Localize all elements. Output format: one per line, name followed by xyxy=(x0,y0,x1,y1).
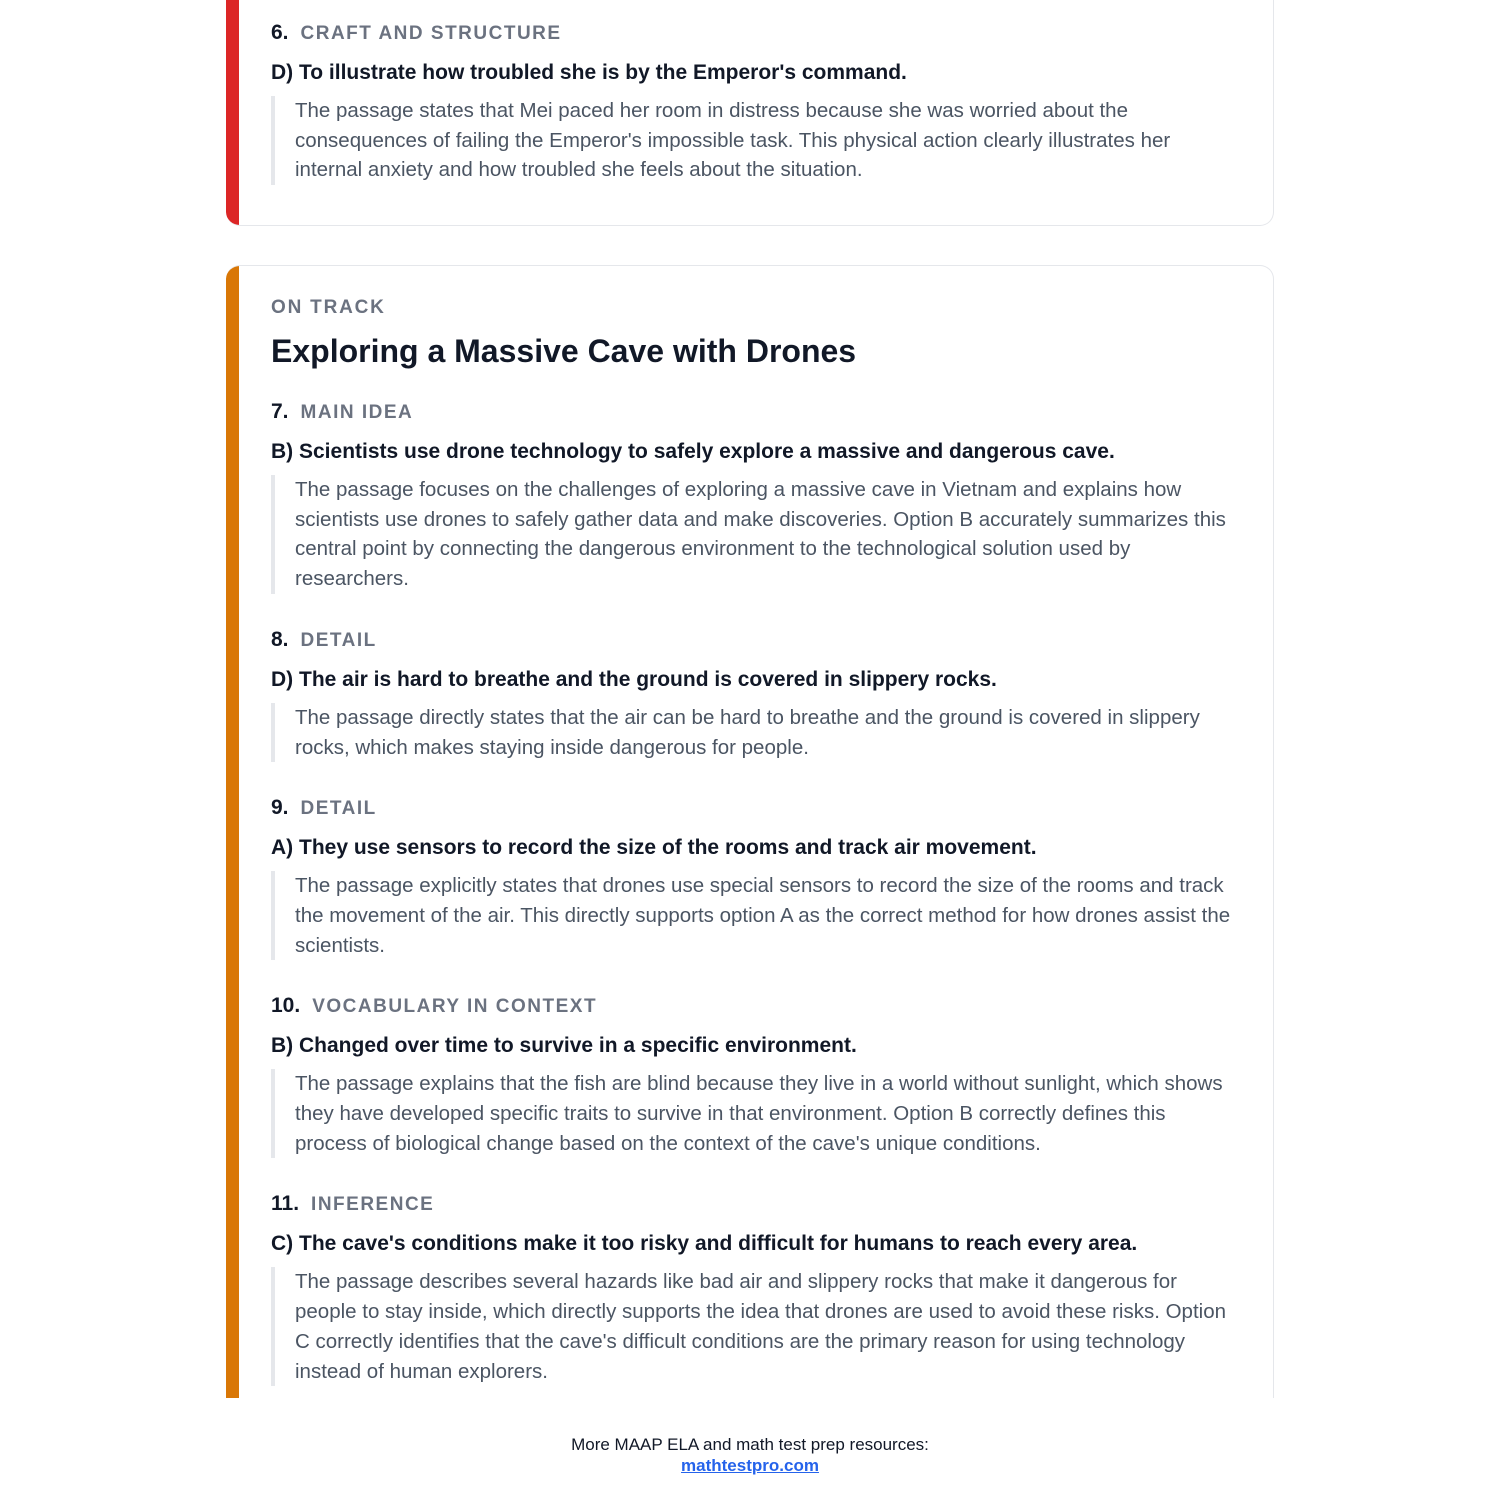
card-content xyxy=(271,297,1243,1398)
footer xyxy=(0,1434,1500,1476)
answer-card-previous xyxy=(226,0,1274,226)
answer-explanation: The passage describes several hazards like bad air and slippery rocks that make it dangerous for people to stay inside, which directly supports the idea that drones are used to avoid these risks. Option C correctly identifies that the cave's difficult conditions are the primary reason for using technology instead of human explorers. xyxy=(271,1267,1243,1386)
question-number: 8. xyxy=(271,627,289,651)
status-label: ON TRACK xyxy=(271,297,386,318)
answer-explanation: The passage focuses on the challenges of exploring a massive cave in Vietnam and explains how scientists use drones to safely gather data and make discoveries. Option B accurately summarizes this central point by connecting the dangerous environment to the technological solution used by researchers. xyxy=(271,475,1243,594)
footer-link[interactable]: mathtestpro.com xyxy=(681,1456,819,1475)
question-header xyxy=(271,994,1243,1024)
answer-explanation: The passage explicitly states that drones use special sensors to record the size of the rooms and track the movement of the air. This directly supports option A as the correct method for how drones assist the scientists. xyxy=(271,871,1243,960)
correct-answer: A) They use sensors to record the size of the rooms and track air movement. xyxy=(271,836,1037,860)
question-category: INFERENCE xyxy=(311,1194,435,1216)
correct-answer: B) Scientists use drone technology to safely explore a massive and dangerous cave. xyxy=(271,440,1115,463)
needs-work-accent-bar xyxy=(226,0,239,225)
question-category: CRAFT AND STRUCTURE xyxy=(300,23,562,44)
footer-text: More MAAP ELA and math test prep resources: xyxy=(571,1435,929,1454)
question-category: MAIN IDEA xyxy=(300,402,414,423)
question-number: 6. xyxy=(271,21,289,44)
passage-title: Exploring a Massive Cave with Drones xyxy=(271,333,857,369)
question-number: 10. xyxy=(271,994,301,1018)
question-header xyxy=(271,796,1243,826)
question-item xyxy=(271,796,1243,960)
on-track-accent-bar xyxy=(226,266,239,1398)
correct-answer: C) The cave's conditions make it too risky and difficult for humans to reach every area. xyxy=(271,1232,1138,1256)
answer-explanation: The passage explains that the fish are blind because they live in a world without sunlight, which shows they have developed specific traits to survive in that environment. Option B correctly defines this process of biological change based on the context of the cave's unique conditions. xyxy=(271,1069,1243,1158)
question-number: 7. xyxy=(271,400,289,423)
question-header xyxy=(271,400,1243,430)
answer-explanation: The passage states that Mei paced her room in distress because she was worried about the consequences of failing the Emperor's impossible task. This physical action clearly illustrates her internal anxiety and how troubled she feels about the situation. xyxy=(271,96,1243,185)
question-item xyxy=(271,400,1243,594)
question-category: DETAIL xyxy=(300,798,377,820)
question-item xyxy=(271,1192,1243,1386)
question-number: 11. xyxy=(271,1192,300,1216)
question-header xyxy=(271,21,1243,51)
correct-answer: D) To illustrate how troubled she is by the Emperor's command. xyxy=(271,61,907,84)
answer-explanation: The passage directly states that the air can be hard to breathe and the ground is covered in slippery rocks, which makes staying inside dangerous for people. xyxy=(271,703,1243,762)
answer-card-on-track xyxy=(226,265,1274,1398)
question-header xyxy=(271,1192,1243,1222)
question-item xyxy=(271,628,1243,762)
question-category: VOCABULARY IN CONTEXT xyxy=(312,996,598,1018)
question-number: 9. xyxy=(271,796,289,820)
correct-answer: D) The air is hard to breathe and the ground is covered in slippery rocks. xyxy=(271,667,997,691)
question-header xyxy=(271,628,1243,658)
question-item xyxy=(271,21,1243,185)
card-content xyxy=(271,21,1243,219)
question-item xyxy=(271,994,1243,1158)
correct-answer: B) Changed over time to survive in a specific environment. xyxy=(271,1034,857,1058)
question-category: DETAIL xyxy=(300,629,377,651)
